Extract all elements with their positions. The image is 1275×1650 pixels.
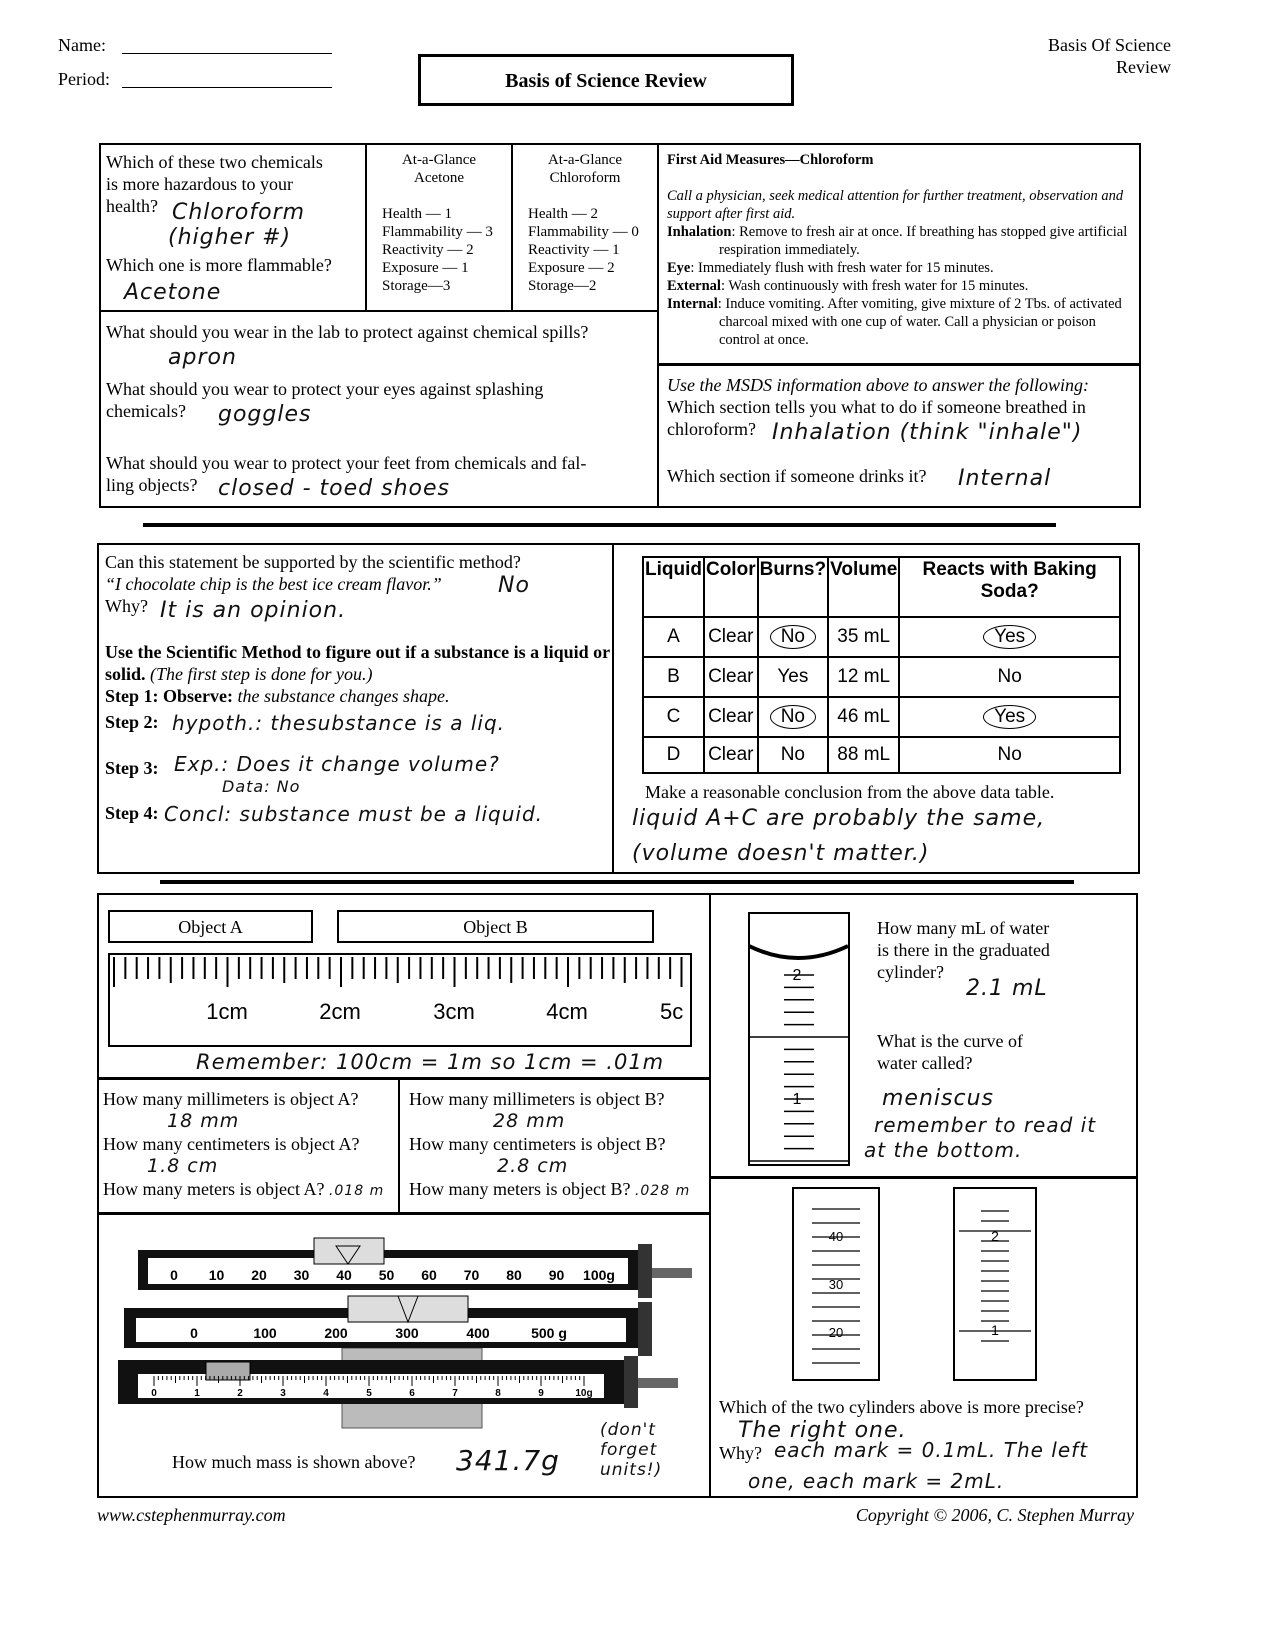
hazard-q-line3: health? <box>106 196 158 216</box>
msds-question-2: Which section if someone drinks it? <box>667 466 927 486</box>
beam-2-label: 400 <box>466 1325 490 1341</box>
cell: 88 mL <box>828 737 899 773</box>
cyl-left-label: 40 <box>828 1229 844 1244</box>
rider-2 <box>348 1296 468 1322</box>
method-panel <box>105 551 610 707</box>
flammable-answer: Acetone <box>124 280 222 305</box>
method-answer: No <box>498 573 530 598</box>
cell: B <box>643 657 704 697</box>
beam-3-label: 10g <box>575 1388 593 1399</box>
precision-why-2: one, each mark = 2mL. <box>748 1469 1005 1493</box>
chloroform-item: Exposure — 2 <box>528 260 615 276</box>
feet-q-line2: ling objects? <box>106 475 198 495</box>
conclusion-question: Make a reasonable conclusion from the above data table. <box>645 782 1055 802</box>
step4-label: Step 4: <box>105 803 159 823</box>
obj-a-cm-q: How many centimeters is object A? <box>103 1134 360 1154</box>
precision-answer: The right one. <box>738 1418 907 1443</box>
step1-text: the substance changes shape. <box>237 686 450 706</box>
beam-2-label: 200 <box>324 1325 348 1341</box>
meniscus-note-2: at the bottom. <box>864 1138 1023 1162</box>
liquid-table <box>642 556 1121 774</box>
chloroform-item: Storage—2 <box>528 278 597 294</box>
hazard-answer-2: (higher #) <box>168 225 292 250</box>
mass-question: How much mass is shown above? <box>172 1452 416 1472</box>
acetone-item: Flammability — 3 <box>382 224 493 240</box>
flammable-question: Which one is more flammable? <box>106 255 332 275</box>
cylinder-answer: 2.1 mL <box>966 976 1048 1001</box>
beam-1-label: 10 <box>208 1267 225 1283</box>
conclusion-answer-2: (volume doesn't matter.) <box>632 841 930 866</box>
units-note-2: forget <box>600 1440 658 1460</box>
cell: No <box>899 737 1120 773</box>
divider-2 <box>160 880 1074 884</box>
ruler <box>108 953 692 1047</box>
beam-3-label: 7 <box>452 1388 458 1399</box>
conclusion-answer-1: liquid A+C are probably the same, <box>632 806 1046 831</box>
footer-copyright: Copyright © 2006, C. Stephen Murray <box>855 1505 1134 1525</box>
beam-3-label: 3 <box>280 1388 286 1399</box>
obj-b-mm-q: How many millimeters is object B? <box>409 1089 665 1109</box>
name-field[interactable] <box>122 36 332 54</box>
spill-question: What should you wear in the lab to protect against chemical spills? <box>106 322 589 342</box>
step1-observe: Observe: <box>163 686 233 706</box>
cell-circled: Yes <box>983 625 1036 649</box>
beam-3-label: 4 <box>323 1388 329 1399</box>
cell: 46 mL <box>828 697 899 737</box>
step4-answer: Concl: substance must be a liquid. <box>164 802 544 826</box>
beam-2-label: 0 <box>190 1325 198 1341</box>
object-a-questions <box>103 1088 395 1202</box>
beam-3-label: 0 <box>151 1388 157 1399</box>
cell: No <box>899 657 1120 697</box>
cyl-left-label: 20 <box>828 1325 844 1340</box>
ruler-note: Remember: 100cm = 1m so 1cm = .01m <box>196 1050 665 1074</box>
rider-3 <box>206 1362 250 1380</box>
cylinder-label-2: 2 <box>792 967 802 984</box>
msds-answer-1: Inhalation (think "inhale") <box>772 420 1083 445</box>
object-a-label: Object A <box>178 917 243 937</box>
external-text: : Wash continuously with fresh water for 15 minutes. <box>720 278 1029 294</box>
eye-question <box>106 378 651 422</box>
step2-answer: hypoth.: thesubstance is a liq. <box>172 711 505 735</box>
obj-b-m-q: How many meters is object B? <box>409 1179 631 1199</box>
cell: Clear <box>704 657 758 697</box>
meniscus-question <box>877 1030 1127 1074</box>
title-box <box>418 54 794 106</box>
beam-1-end <box>638 1244 652 1298</box>
feet-q-line1: What should you wear to protect your feet from chemicals and fal- <box>106 453 587 473</box>
chloroform-item: Reactivity — 1 <box>528 242 620 258</box>
col-header: Burns? <box>758 557 829 617</box>
rider-1 <box>314 1238 384 1264</box>
why-answer: It is an opinion. <box>160 598 347 623</box>
meniscus-answer: meniscus <box>882 1086 994 1111</box>
object-b-bar <box>337 910 654 943</box>
msds-answer-2: Internal <box>958 466 1052 491</box>
obj-b-cm-a: 2.8 cm <box>497 1155 569 1177</box>
cell: 35 mL <box>828 617 899 657</box>
col-header: Color <box>704 557 758 617</box>
beam-3-label: 1 <box>194 1388 200 1399</box>
corner-line-2: Review <box>1116 57 1171 77</box>
triple-beam-balance <box>116 1228 696 1440</box>
beam-1-label: 80 <box>506 1267 522 1283</box>
cyl-q1-line1: How many mL of water <box>877 918 1050 938</box>
hazard-answer-1: Chloroform <box>172 200 306 225</box>
step2-label: Step 2: <box>105 712 159 732</box>
obj-b-m-a: .028 m <box>634 1183 691 1199</box>
method-question: Can this statement be supported by the scientific method? <box>105 552 521 572</box>
beam-1-label: 40 <box>336 1267 352 1283</box>
beam-2-label: 300 <box>395 1325 419 1341</box>
ruler-label: 2cm <box>319 999 361 1024</box>
msds-q1-line2: chloroform? <box>667 419 756 439</box>
step3-answer: Exp.: Does it change volume? <box>174 752 500 776</box>
chloroform-item: Health — 2 <box>528 206 598 222</box>
cylinder-left <box>792 1187 882 1383</box>
precision-why-label: Why? <box>719 1443 762 1463</box>
cylinder-right <box>953 1187 1039 1383</box>
beam-3-label: 8 <box>495 1388 501 1399</box>
beam-1-label: 90 <box>548 1267 565 1283</box>
cyl-q1-line2: is there in the graduated <box>877 940 1050 960</box>
beam-1-knob <box>652 1268 692 1278</box>
method-heading-note: (The first step is done for you.) <box>150 664 373 684</box>
first-aid-panel <box>667 151 1133 349</box>
msds-instruction: Use the MSDS information above to answer the following: <box>667 375 1089 395</box>
acetone-item: Storage—3 <box>382 278 451 294</box>
beam-2-end <box>638 1302 652 1356</box>
cylinder-label-1: 1 <box>792 1091 802 1108</box>
acetone-item: Health — 1 <box>382 206 452 222</box>
internal-text: : Induce vomiting. After vomiting, give mixture of 2 Tbs. of activated charcoal mixed with one cup of water. Call a physician or poison control at once. <box>717 296 1122 348</box>
cyl-q2-line2: water called? <box>877 1053 973 1073</box>
msds-q1-line1: Which section tells you what to do if someone breathed in <box>667 397 1086 417</box>
first-aid-title: First Aid Measures—Chloroform <box>667 152 874 168</box>
acetone-item: Exposure — 1 <box>382 260 469 276</box>
cylinder-question <box>877 917 1127 983</box>
method-statement: “I chocolate chip is the best ice cream flavor.” <box>105 574 442 594</box>
cell: A <box>643 617 704 657</box>
obj-a-mm-q: How many millimeters is object A? <box>103 1089 359 1109</box>
cell-circled: No <box>770 625 816 649</box>
cell: D <box>643 737 704 773</box>
beam-3-label: 9 <box>538 1388 544 1399</box>
table-row <box>643 737 1120 773</box>
beam-1-label: 30 <box>293 1267 310 1283</box>
table-row <box>643 697 1120 737</box>
obj-b-mm-a: 28 mm <box>493 1110 566 1132</box>
internal-label: Internal <box>667 296 718 312</box>
chloroform-title1: At-a-Glance <box>547 152 623 168</box>
cyl-q1-line3: cylinder? <box>877 962 944 982</box>
cyl-left-label: 30 <box>828 1277 844 1292</box>
ruler-label: 1cm <box>206 999 248 1024</box>
cell: 12 mL <box>828 657 899 697</box>
obj-b-cm-q: How many centimeters is object B? <box>409 1134 666 1154</box>
period-label: Period: <box>58 69 110 89</box>
chloroform-glance <box>514 151 656 295</box>
footer-website[interactable]: www.cstephenmurray.com <box>97 1505 286 1525</box>
external-label: External <box>667 278 721 294</box>
first-aid-intro: Call a physician, seek medical attention for further treatment, observation and support after first aid. <box>667 188 1124 222</box>
acetone-item: Reactivity — 2 <box>382 242 474 258</box>
chloroform-item: Flammability — 0 <box>528 224 639 240</box>
ruler-label: 4cm <box>546 999 588 1024</box>
meniscus-note-1: remember to read it <box>874 1113 1097 1137</box>
col-header: Liquid <box>643 557 704 617</box>
ruler-label: 5c <box>660 999 684 1024</box>
beam-3-knob <box>638 1378 678 1388</box>
name-label: Name: <box>58 35 106 55</box>
graduated-cylinder <box>748 912 852 1168</box>
eye-text: : Immediately flush with fresh water for 15 minutes. <box>690 260 994 276</box>
method-heading: Use the Scientific Method to figure out if a substance is a liquid or solid. <box>105 642 610 684</box>
beam-3-label: 5 <box>366 1388 372 1399</box>
precision-why-1: each mark = 0.1mL. The left <box>774 1438 1089 1462</box>
chloroform-title2: Chloroform <box>549 170 621 186</box>
obj-a-m-q: How many meters is object A? <box>103 1179 325 1199</box>
acetone-title1: At-a-Glance <box>401 152 477 168</box>
cell-circled: Yes <box>983 705 1036 729</box>
cell: Clear <box>704 617 758 657</box>
table-row <box>643 657 1120 697</box>
mass-answer: 341.7g <box>456 1444 560 1477</box>
beam-1-label: 20 <box>251 1267 267 1283</box>
step3-data: Data: No <box>222 777 301 796</box>
step3-label: Step 3: <box>105 758 159 778</box>
corner-line-1: Basis Of Science <box>1048 35 1171 55</box>
obj-a-cm-a: 1.8 cm <box>147 1155 219 1177</box>
obj-a-mm-a: 18 mm <box>167 1110 240 1132</box>
cyl-right-label: 2 <box>991 1228 999 1244</box>
period-field[interactable] <box>122 70 332 88</box>
beam-1-label: 50 <box>378 1267 395 1283</box>
acetone-title2: Acetone <box>414 170 464 186</box>
obj-a-m-a: .018 m <box>328 1183 385 1199</box>
ruler-label: 3cm <box>433 999 475 1024</box>
step1-label: Step 1: <box>105 686 159 706</box>
beam-1-label: 60 <box>421 1267 437 1283</box>
beam-1-label: 100g <box>583 1267 615 1283</box>
eye-q-line1: What should you wear to protect your eyes against splashing <box>106 379 544 399</box>
why-label: Why? <box>105 596 148 616</box>
cyl-right-label: 1 <box>991 1322 999 1338</box>
corner-title <box>1048 34 1171 78</box>
eye-q-line2: chemicals? <box>106 401 186 421</box>
eye-label: Eye <box>667 260 691 276</box>
beam-3-label: 2 <box>237 1388 243 1399</box>
units-note <box>600 1420 662 1480</box>
eye-answer: goggles <box>218 402 312 427</box>
object-b-label: Object B <box>463 917 528 937</box>
beam-2-label: 500 g <box>531 1325 567 1341</box>
col-header: Reacts with Baking Soda? <box>899 557 1120 617</box>
cell: Yes <box>758 657 829 697</box>
units-note-1: (don't <box>600 1420 656 1440</box>
cell-circled: No <box>770 705 816 729</box>
hazard-q-line1: Which of these two chemicals <box>106 152 323 172</box>
divider-1 <box>143 523 1056 527</box>
object-b-questions <box>409 1088 707 1202</box>
hazard-q-line2: is more hazardous to your <box>106 174 293 194</box>
table-row <box>643 617 1120 657</box>
object-a-bar <box>108 910 313 943</box>
inhalation-text: : Remove to fresh air at once. If breathing has stopped give artificial respiration immediately. <box>719 224 1128 258</box>
units-note-3: units!) <box>600 1460 663 1480</box>
cell: Clear <box>704 697 758 737</box>
precision-question: Which of the two cylinders above is more precise? <box>719 1397 1084 1417</box>
beam-1-label: 70 <box>463 1267 480 1283</box>
acetone-glance <box>368 151 510 295</box>
spill-answer: apron <box>168 345 237 370</box>
cyl-q2-line1: What is the curve of <box>877 1031 1023 1051</box>
cell: No <box>758 737 829 773</box>
page-title: Basis of Science Review <box>505 70 707 92</box>
feet-answer: closed - toed shoes <box>218 476 450 501</box>
col-header: Volume <box>828 557 899 617</box>
cell: C <box>643 697 704 737</box>
beam-1-label: 0 <box>170 1267 178 1283</box>
beam-2-label: 100 <box>253 1325 277 1341</box>
beam-3-end <box>624 1356 638 1408</box>
cell: Clear <box>704 737 758 773</box>
beam-3-label: 6 <box>409 1388 415 1399</box>
inhalation-label: Inhalation <box>667 224 732 240</box>
